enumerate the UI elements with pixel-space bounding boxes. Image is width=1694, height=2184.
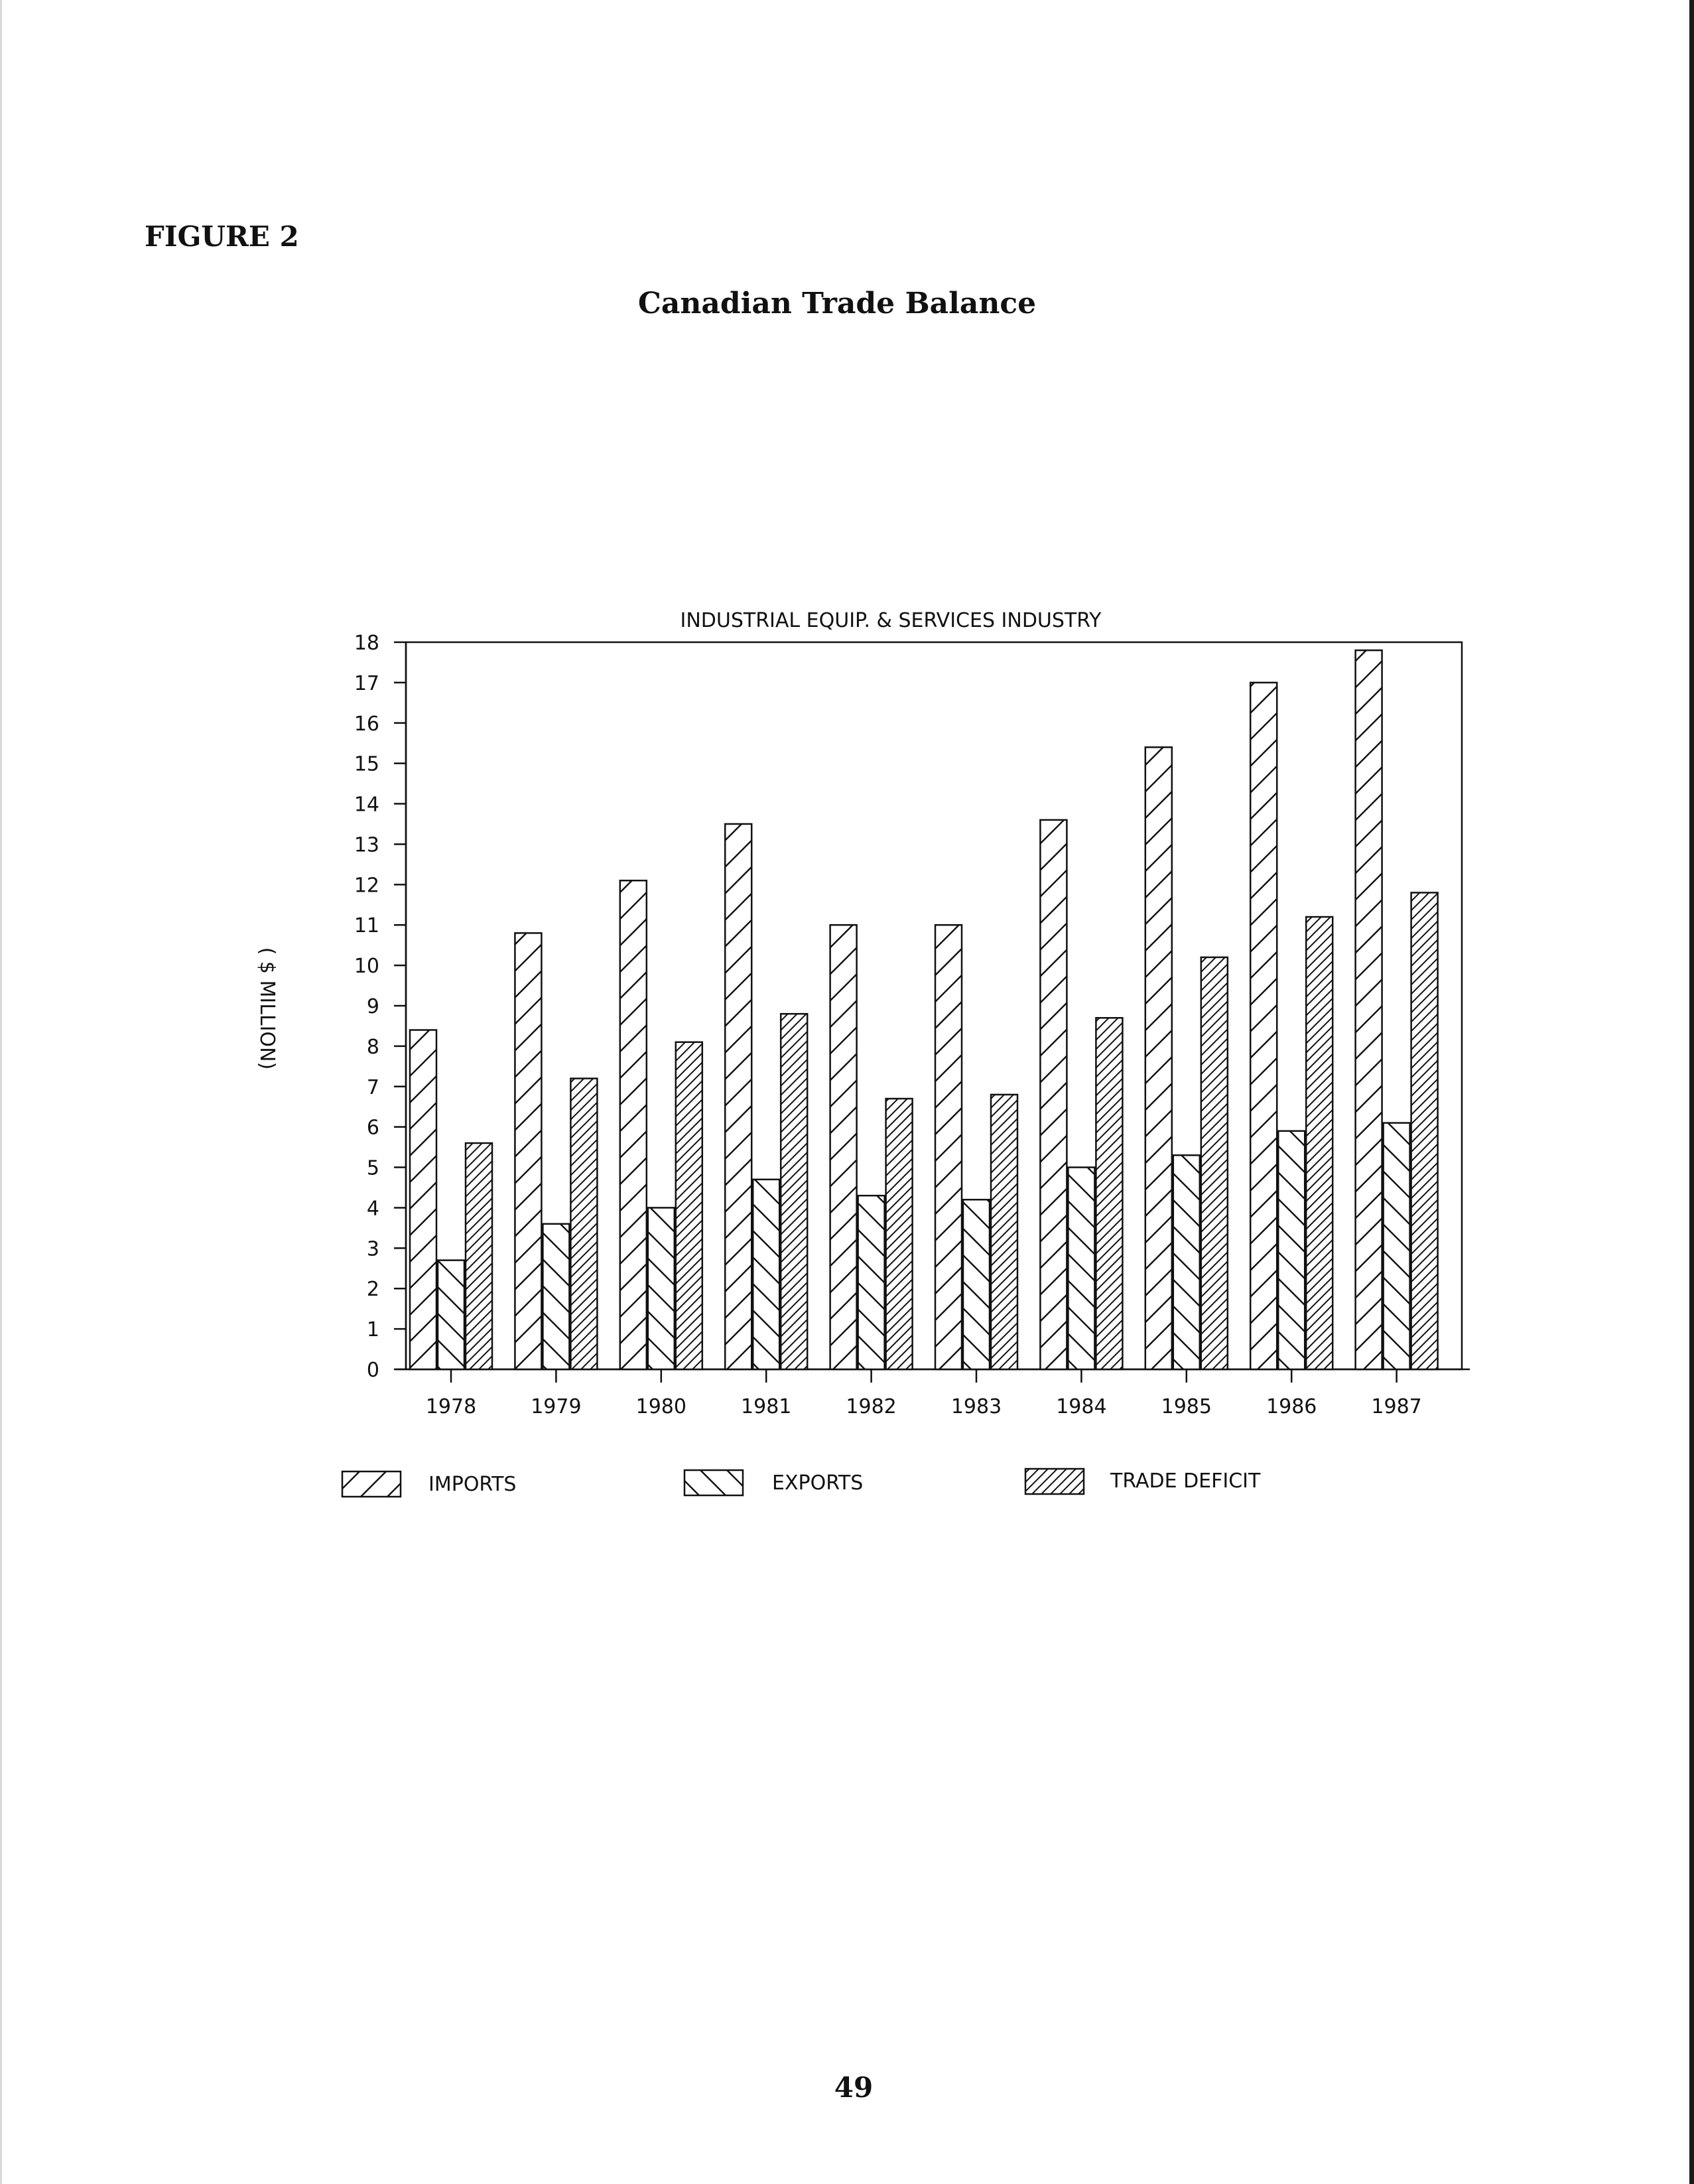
bar-trade-deficit-1986 (1306, 917, 1333, 1369)
y-tick-label: 11 (354, 914, 379, 938)
y-tick-label: 18 (354, 632, 379, 655)
bar-exports-1978 (438, 1261, 464, 1369)
y-tick-label: 9 (366, 995, 379, 1018)
legend-label-trade-deficit: TRADE DEFICIT (1110, 1469, 1261, 1493)
bar-imports-1985 (1145, 747, 1172, 1369)
bar-exports-1985 (1173, 1155, 1200, 1369)
chart-title: INDUSTRIAL EQUIP. & SERVICES INDUSTRY (680, 609, 1102, 632)
bar-exports-1982 (858, 1195, 885, 1369)
legend-label-imports: IMPORTS (428, 1473, 517, 1496)
y-tick-label: 17 (354, 671, 379, 695)
legend-swatch-exports (684, 1470, 743, 1495)
y-axis-label: ( $ MILLION) (255, 947, 279, 1070)
legend-swatch-trade-deficit (1025, 1469, 1084, 1494)
bar-imports-1980 (620, 880, 647, 1369)
legend-label-exports: EXPORTS (772, 1471, 864, 1495)
y-tick-label: 7 (366, 1075, 379, 1099)
bar-trade-deficit-1979 (570, 1079, 597, 1369)
x-tick-label: 1978 (425, 1395, 477, 1418)
x-tick-label: 1981 (741, 1395, 792, 1418)
bar-exports-1983 (963, 1199, 990, 1369)
x-axis-ticks (426, 1369, 1422, 1418)
bar-exports-1980 (648, 1207, 675, 1369)
x-tick-label: 1980 (635, 1395, 686, 1418)
x-tick-label: 1985 (1161, 1395, 1212, 1418)
bar-trade-deficit-1985 (1201, 957, 1228, 1369)
page-number: 49 (834, 2071, 874, 2104)
page-title: Canadian Trade Balance (637, 287, 1037, 320)
bar-exports-1987 (1384, 1123, 1410, 1369)
figure-label: FIGURE 2 (145, 220, 299, 253)
y-tick-label: 0 (366, 1359, 379, 1382)
y-tick-label: 14 (354, 793, 379, 817)
bar-exports-1984 (1068, 1168, 1094, 1369)
bar-trade-deficit-1987 (1411, 893, 1438, 1369)
y-tick-label: 1 (366, 1318, 379, 1342)
x-tick-label: 1979 (531, 1395, 582, 1418)
y-tick-label: 15 (354, 752, 379, 776)
x-tick-label: 1982 (846, 1395, 897, 1418)
bar-exports-1986 (1278, 1131, 1305, 1369)
bar-trade-deficit-1978 (466, 1143, 492, 1369)
bar-imports-1986 (1250, 683, 1277, 1369)
bar-imports-1983 (935, 925, 962, 1369)
bar-imports-1981 (725, 824, 751, 1369)
bar-trade-deficit-1980 (676, 1042, 702, 1369)
x-tick-label: 1983 (950, 1395, 1002, 1418)
bar-trade-deficit-1981 (781, 1014, 807, 1369)
y-tick-label: 8 (366, 1035, 379, 1059)
bar-imports-1978 (410, 1030, 436, 1369)
y-tick-label: 10 (354, 955, 379, 979)
bar-exports-1981 (753, 1180, 779, 1369)
y-tick-label: 3 (366, 1237, 379, 1261)
y-tick-label: 2 (366, 1278, 379, 1302)
y-axis-ticks (354, 632, 406, 1382)
y-tick-label: 4 (366, 1197, 379, 1221)
bar-imports-1987 (1356, 650, 1382, 1369)
bar-trade-deficit-1983 (991, 1095, 1017, 1369)
bar-trade-deficit-1982 (886, 1099, 913, 1369)
x-tick-label: 1986 (1266, 1395, 1317, 1418)
y-tick-label: 13 (354, 833, 379, 857)
bars-group (410, 650, 1438, 1369)
bar-imports-1984 (1040, 820, 1067, 1369)
bar-imports-1979 (515, 933, 541, 1369)
bar-trade-deficit-1984 (1096, 1018, 1122, 1369)
y-tick-label: 5 (366, 1156, 379, 1180)
y-tick-label: 16 (354, 712, 379, 736)
legend (342, 1469, 1261, 1497)
bar-imports-1982 (830, 925, 857, 1369)
x-tick-label: 1987 (1371, 1395, 1422, 1418)
y-tick-label: 6 (366, 1116, 379, 1140)
y-tick-label: 12 (354, 874, 379, 898)
legend-swatch-imports (342, 1471, 401, 1497)
bar-exports-1979 (543, 1224, 569, 1369)
x-tick-label: 1984 (1056, 1395, 1107, 1418)
